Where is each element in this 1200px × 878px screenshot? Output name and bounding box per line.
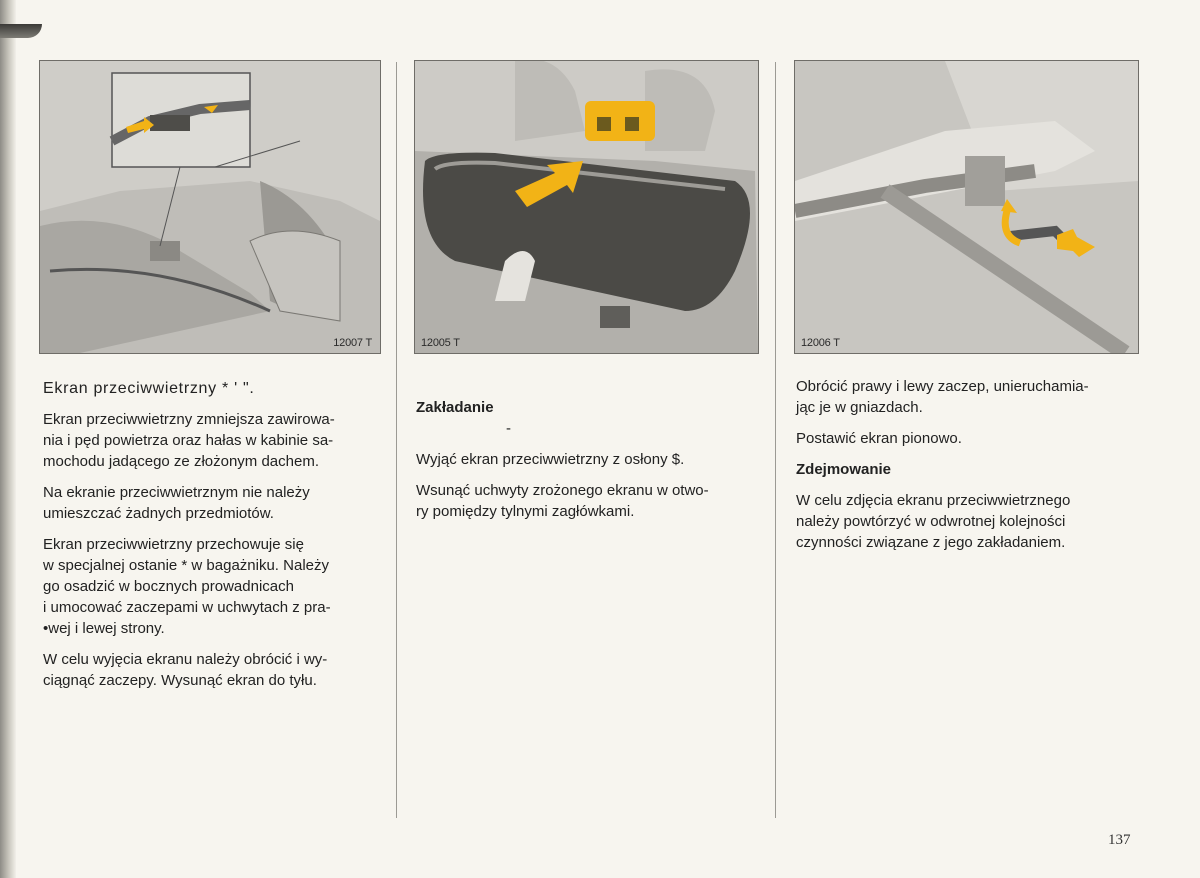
trunk-rail-illustration [40, 61, 380, 353]
paragraph: Wyjąć ekran przeciwwietrzny z osłony $. [416, 451, 685, 468]
rotate-latch-illustration [795, 61, 1138, 353]
column-divider-1 [396, 62, 397, 818]
figure-label: 12007 T [333, 337, 372, 349]
figure-label: 12005 T [421, 337, 460, 349]
section-heading: Ekran przeciwwietrzny * ' ". [43, 380, 255, 397]
paragraph: Wsunąć uchwyty zrożonego ekranu w otwo- ry pomiędzy tylnymi zagłówkami. [416, 482, 709, 520]
insert-screen-illustration [415, 61, 758, 353]
paragraph: Ekran przeciwwietrzny zmniejsza zawirowa- nia i pęd powietrza oraz hałas w kabinie sa- mochodu jadącego ze złożonym dachem. [43, 411, 335, 470]
section-heading [416, 376, 766, 439]
paragraph: Postawić ekran pionowo. [796, 430, 962, 447]
figure-trunk-rail [39, 60, 381, 354]
section-heading: Zdejmowanie [796, 461, 892, 478]
paragraph: Obrócić prawy i lewy zaczep, unieruchamia- jąc je w gniazdach. [796, 378, 1089, 416]
paragraph: Ekran przeciwwietrzny przechowuje się w specjalnej ostanie * w bagażniku. Należy go osadzić w bocznych prowadnicach i umocować zaczepami w uchwytach z pra- •wej i lewej strony. [43, 536, 331, 637]
paragraph: Na ekranie przeciwwietrznym nie należy umieszczać żadnych przedmiotów. [43, 484, 310, 522]
paragraph: W celu zdjęcia ekranu przeciwwietrznego należy powtórzyć w odwrotnej kolejności czynności związane z jego zakładaniem. [796, 492, 1071, 551]
heading-text: Zakładanie [416, 399, 494, 416]
column-left [43, 378, 383, 701]
paragraph: W celu wyjęcia ekranu należy obrócić i wy- ciągnąć zaczepy. Wysunąć ekran do tyłu. [43, 651, 328, 689]
column-divider-2 [775, 62, 776, 818]
page-corner-mark [0, 24, 42, 38]
page-binding-shadow [0, 0, 16, 878]
column-right [796, 376, 1146, 563]
figure-rotate-latch [794, 60, 1139, 354]
figure-insert-screen [414, 60, 759, 354]
column-middle [416, 376, 766, 532]
figure-label: 12006 T [801, 337, 840, 349]
page-number: 137 [1108, 832, 1131, 848]
heading-mark: - [506, 420, 511, 437]
